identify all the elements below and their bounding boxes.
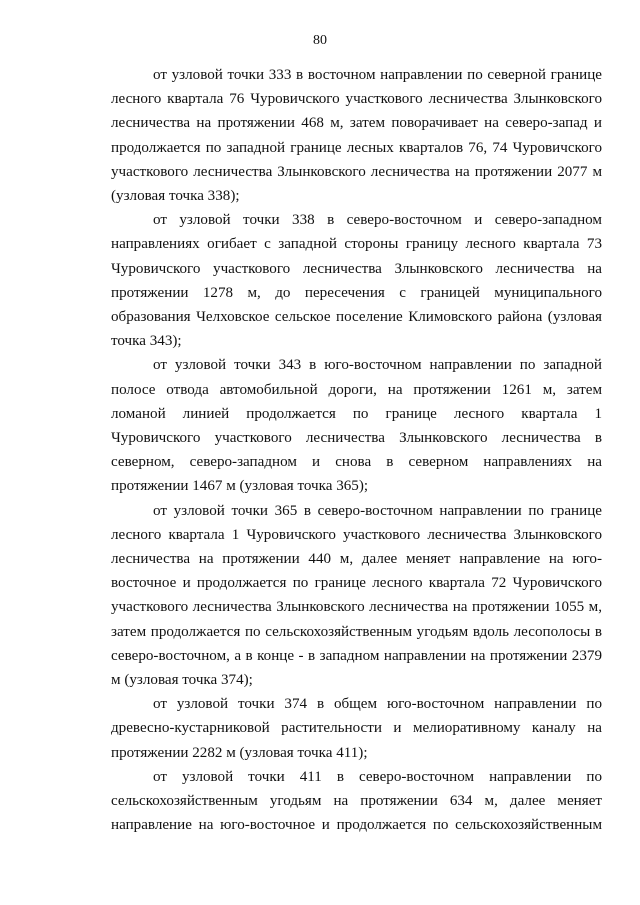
paragraph-point-333: от узловой точки 333 в восточном направлении по северной границе лесного квартала 76 Чуровичского участкового лесничества Злынковского лесничества на протяжении 468 м, затем поворачивает на северо-запад и продолжается по западной границе лесных кварталов 76, 74 Чуровичского участкового лесничества Злынковского лесничества на протяжении 2077 м (узловая точка 338); (111, 67, 602, 205)
paragraph-point-343: от узловой точки 343 в юго-восточном направлении по западной полосе отвода автомобильной дороги, на протяжении 1261 м, затем ломаной линией продолжается по границе лесного квартала 1 Чуровичского участкового лесничества Злынковского лесничества в северном, северо-западном и снова в северном направлениях на протяжении 1467 м (узловая точка 365); (111, 357, 602, 495)
paragraph-point-338: от узловой точки 338 в северо-восточном и северо-западном направлениях огибает с западной стороны границу лесного квартала 73 Чуровичского участкового лесничества Злынковского лесничества на протяжении 1278 м, до пересечения с границей муниципального образования Челховское сельское поселение Климовского района (узловая точка 343); (111, 212, 602, 350)
document-body (111, 63, 602, 838)
page-number: 80 (313, 33, 327, 48)
paragraph-point-374: от узловой точки 374 в общем юго-восточном направлении по древесно-кустарниковой растительности и мелиоративному каналу на протяжении 2282 м (узловая точка 411); (111, 696, 602, 761)
paragraph-point-365: от узловой точки 365 в северо-восточном направлении по границе лесного квартала 1 Чуровичского участкового лесничества Злынковского лесничества на протяжении 440 м, далее меняет направление на юго-восточное и продолжается по границе лесного квартала 72 Чуровичского участкового лесничества Злынковского лесничества на протяжении 1055 м, затем продолжается по сельскохозяйственным угодьям вдоль лесополосы в северо-восточном, а в конце - в западном направлении на протяжении 2379 м (узловая точка 374); (111, 502, 602, 689)
paragraph-point-411: от узловой точки 411 в северо-восточном направлении по сельскохозяйственным угодьям на протяжении 634 м, далее меняет направление на юго-восточное и продолжается по сельскохозяйственным (111, 768, 602, 834)
